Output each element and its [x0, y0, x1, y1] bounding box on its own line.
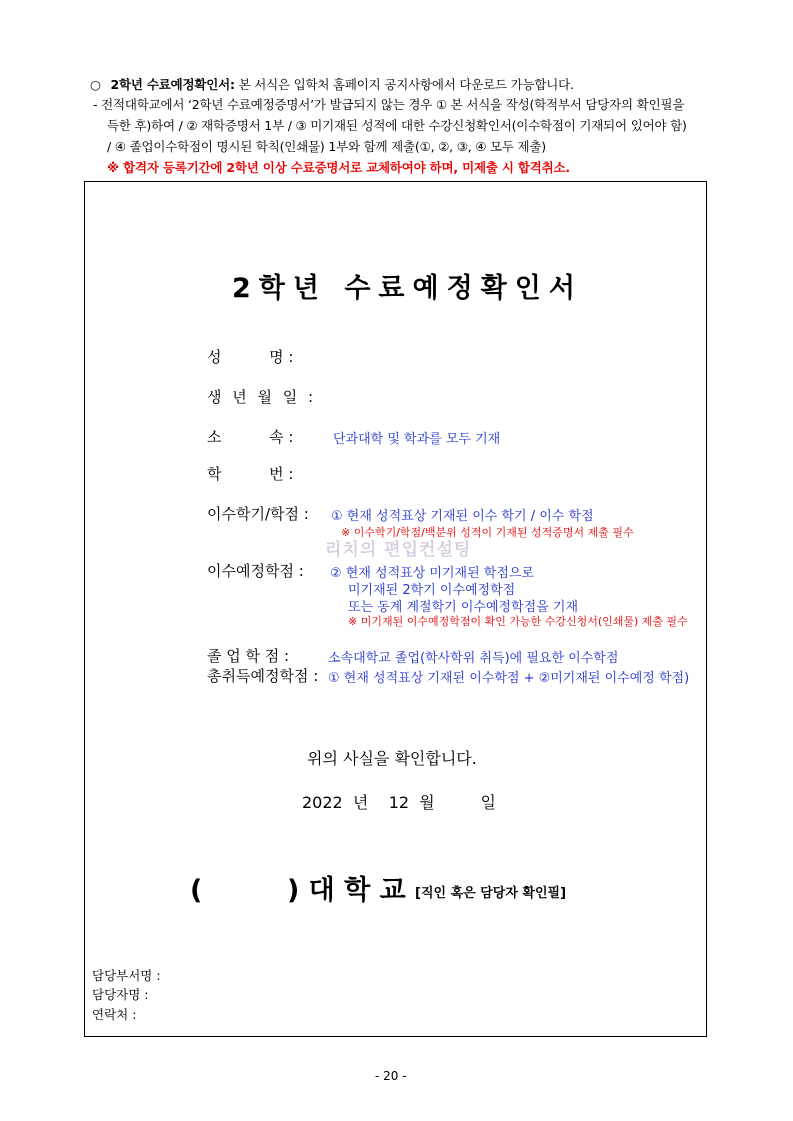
watermark: 리치의 편입컨설팅 [325, 540, 472, 560]
contact-label: 연락처 : [92, 1007, 137, 1022]
birth-label: 생 년 월 일 : [207, 388, 317, 406]
expected-credits-note: ※ 미기재된 이수예정학점이 확인 가능한 수강신청서(인쇄물) 제출 필수 [348, 615, 688, 628]
student-number-label: 학 번 : [207, 465, 294, 483]
date-text: 2022 년 12 월 일 [302, 793, 496, 812]
header-bullet-line [90, 75, 574, 93]
name-label: 성 명 : [207, 348, 294, 366]
warning-note: ※ 합격자 등록기간에 2학년 이상 수료증명서로 교체하여야 하며, 미제출 시 합격취소. [107, 160, 570, 175]
form-title: 2학년 수료예정확인서 [232, 273, 583, 304]
university-name: ( ) 대 학 교 [190, 875, 406, 906]
person-label: 담당자명 : [92, 987, 149, 1002]
dash-line-2: 득한 후)하여 / ② 재학증명서 1부 / ③ 미기재된 성적에 대한 수강신청확인서(이수학점이 기재되어 있어야 함) [107, 118, 687, 133]
total-credits-label: 총취득예정학점 : [207, 667, 319, 685]
completed-credits-value: ① 현재 성적표상 기재된 이수 학기 / 이수 학점 [331, 509, 594, 524]
seal-note: [직인 혹은 담당자 확인필] [415, 886, 567, 901]
dash-line-1: - 전적대학교에서 ‘2학년 수료예정증명서’가 발급되지 않는 경우 ① 본 서식을 작성(학적부서 담당자의 확인필을 [93, 97, 685, 112]
graduation-credits-value: 소속대학교 졸업(학사학위 취득)에 필요한 이수학점 [328, 651, 619, 666]
bullet-text: 본 서식은 입학처 홈페이지 공지사항에서 다운로드 가능합니다. [234, 77, 574, 92]
expected-credits-value-1: ② 현재 성적표상 미기재된 학점으로 [330, 566, 534, 581]
expected-credits-value-3: 또는 동계 계절학기 이수예정학점을 기재 [348, 600, 579, 615]
graduation-credits-label: 졸 업 학 점 : [207, 647, 290, 665]
expected-credits-value-2: 미기재된 2학기 이수예정학점 [348, 583, 516, 598]
completed-credits-note: ※ 이수학기/학점/백분위 성적이 기재된 성적증명서 제출 필수 [341, 526, 634, 539]
bullet-circle-icon: ○ [90, 77, 101, 92]
expected-credits-label: 이수예정학점 : [207, 562, 304, 580]
affiliation-value: 단과대학 및 학과를 모두 기재 [333, 432, 501, 447]
total-credits-value: ① 현재 성적표상 기재된 이수학점 + ②미기재된 이수예정 학점) [328, 671, 690, 686]
dash-line-3: / ④ 졸업이수학점이 명시된 학칙(인쇄물) 1부와 함께 제출(①, ②, ③, ④ 모두 제출) [107, 139, 546, 154]
completed-credits-label: 이수학기/학점 : [207, 505, 309, 523]
page-number: - 20 - [375, 1069, 407, 1083]
bullet-title: 2학년 수료예정확인서: [110, 77, 235, 92]
affiliation-label: 소 속 : [207, 428, 294, 446]
confirm-text: 위의 사실을 확인합니다. [307, 749, 477, 768]
department-label: 담당부서명 : [92, 968, 161, 983]
